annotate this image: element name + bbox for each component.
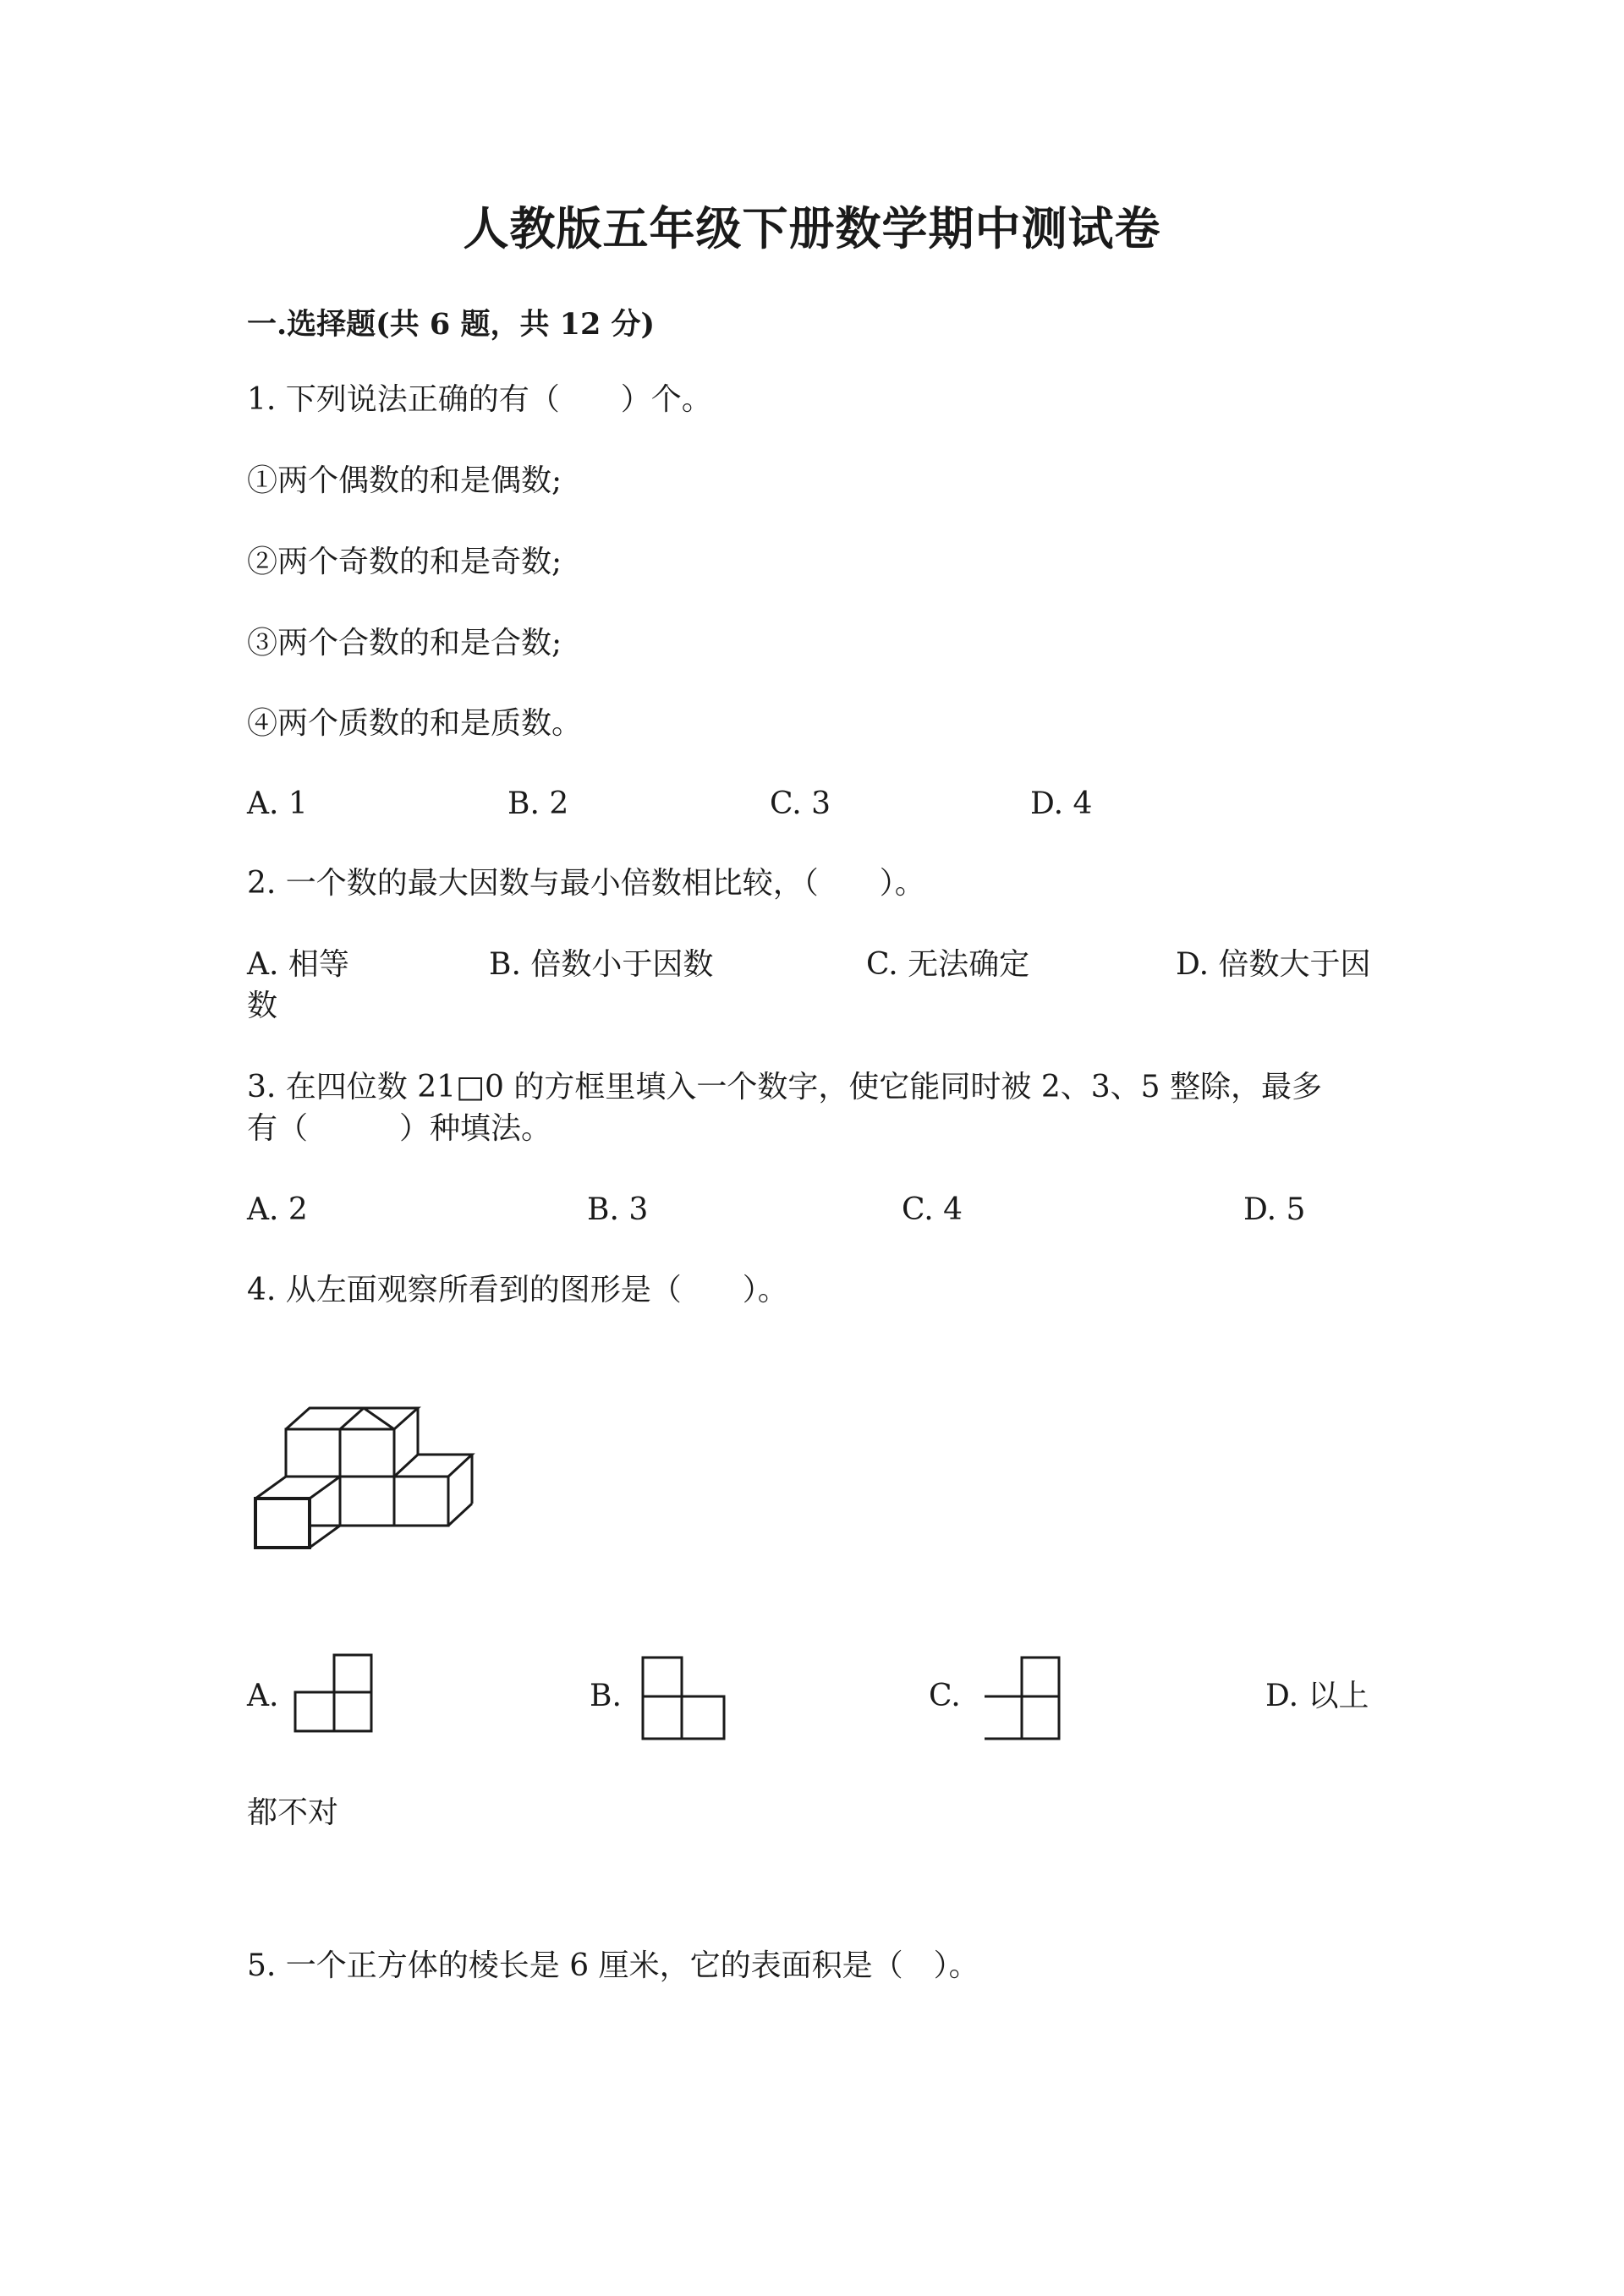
cube-stack-figure (254, 1395, 482, 1549)
question-2-option-c: C. 无法确定 (866, 947, 1030, 982)
question-4-stem: 4. 从左面观察所看到的图形是（ ）。 (247, 1273, 788, 1307)
question-2-option-a: A. 相等 (247, 947, 349, 982)
question-3-option-a: A. 2 (247, 1192, 308, 1227)
question-1-statement-1: ①两个偶数的和是偶数; (247, 463, 562, 498)
question-2-option-b: B. 倍数小于因数 (489, 947, 714, 982)
question-4-option-b-label: B. (590, 1679, 622, 1713)
question-3-stem-line-1: 3. 在四位数 21□0 的方框里填入一个数字，使它能同时被 2、3、5 整除，最多 (247, 1070, 1323, 1104)
option-a-view-icon (292, 1653, 376, 1738)
question-3-stem-line-2: 有（ ）种填法。 (247, 1111, 552, 1146)
question-1-option-c: C. 3 (770, 786, 831, 821)
question-3-option-c: C. 4 (902, 1192, 963, 1227)
question-2-option-d-wrap: 数 (247, 989, 278, 1023)
question-1-option-d: D. 4 (1030, 786, 1093, 821)
question-3-option-b: B. 3 (587, 1192, 649, 1227)
question-4-option-d: D. 以上 (1265, 1679, 1369, 1713)
option-c-view-icon (983, 1656, 1067, 1744)
question-2-option-d: D. 倍数大于因 (1176, 947, 1371, 982)
question-1-statement-4: ④两个质数的和是质数。 (247, 706, 583, 741)
question-1-option-b: B. 2 (508, 786, 569, 821)
question-1-stem: 1. 下列说法正确的有（ ）个。 (247, 382, 712, 417)
question-1-statement-3: ③两个合数的和是合数; (247, 626, 562, 660)
question-4-option-c-label: C. (929, 1679, 961, 1713)
page-title: 人教版五年级下册数学期中测试卷 (463, 201, 1161, 255)
question-4-option-a-label: A. (247, 1679, 279, 1713)
question-1-statement-2: ②两个奇数的和是奇数; (247, 545, 562, 579)
option-b-view-icon (639, 1656, 729, 1744)
question-5-stem: 5. 一个正方体的棱长是 6 厘米，它的表面积是（ ）。 (247, 1948, 979, 1983)
question-4-option-d-wrap: 都不对 (247, 1795, 339, 1830)
section-heading: 一.选择题(共 6 题，共 12 分) (247, 307, 656, 342)
question-2-stem: 2. 一个数的最大因数与最小倍数相比较，（ ）。 (247, 866, 925, 901)
question-3-option-d: D. 5 (1243, 1192, 1306, 1227)
question-1-option-a: A. 1 (247, 786, 308, 821)
